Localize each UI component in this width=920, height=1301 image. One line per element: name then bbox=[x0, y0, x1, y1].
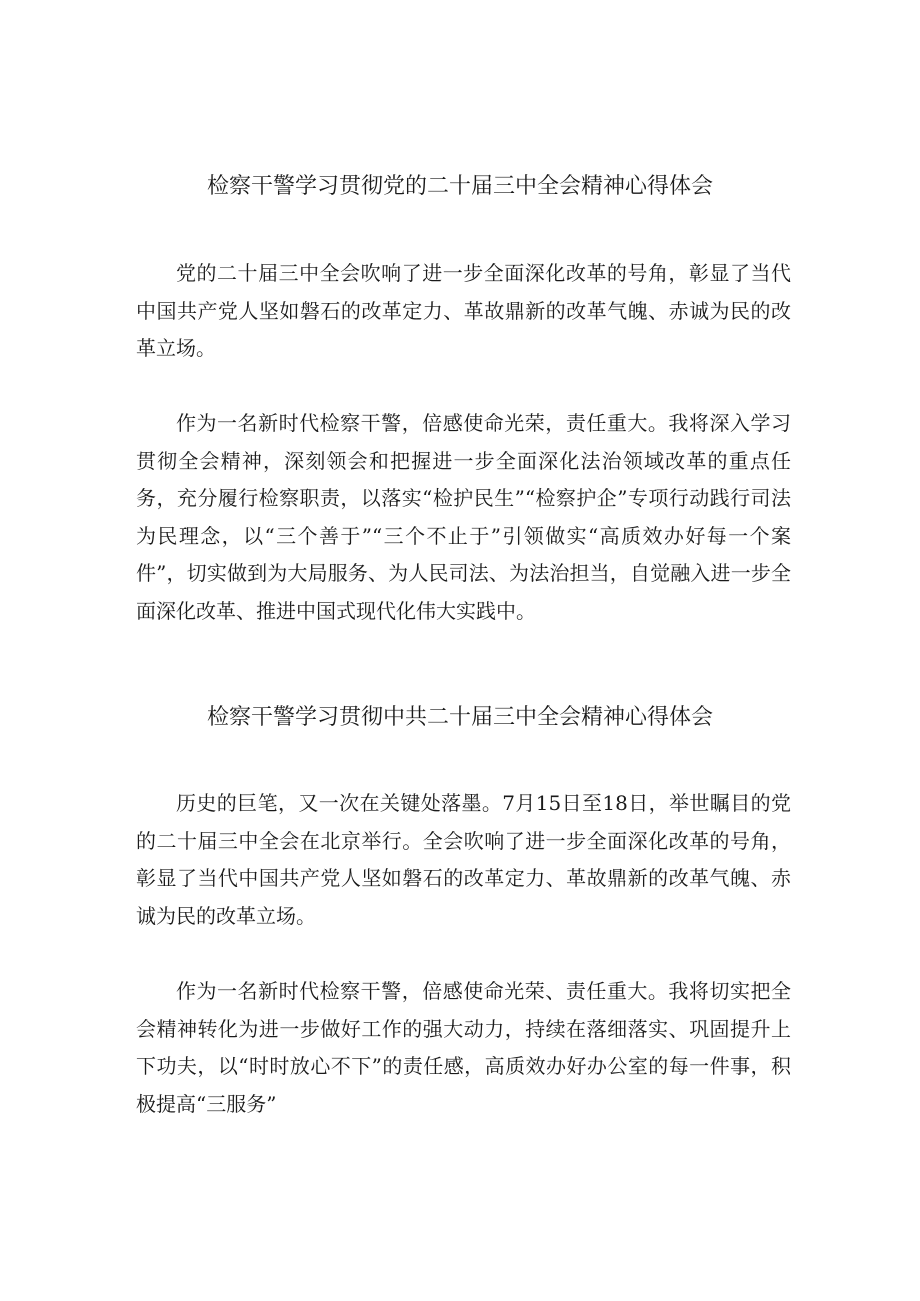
article-1-paragraph-1: 党的二十届三中全会吹响了进一步全面深化改革的号角，彰显了当代中国共产党人坚如磐石的改革定力、革故鼎新的改革气魄、赤诚为民的改革立场。 bbox=[136, 261, 791, 360]
article-1-title: 检察干警学习贯彻党的二十届三中全会精神心得体会 bbox=[206, 174, 713, 199]
article-1-paragraph-2: 作为一名新时代检察干警，倍感使命光荣，责任重大。我将深入学习贯彻全会精神，深刻领会和把握进一步全面深化法治领域改革的重点任务，充分履行检察职责，以落实“检护民生”“检察护企”专项行动践行司法为民理念，以“三个善于”“三个不止于”引领做实“高质效办好每一个案件”，切实做到为大局服务、为人民司法、为法治担当，自觉融入进一步全面深化改革、推进中国式现代化伟大实践中。 bbox=[136, 411, 791, 623]
article-2-title: 检察干警学习贯彻中共二十届三中全会精神心得体会 bbox=[206, 705, 713, 730]
article-2-paragraph-2: 作为一名新时代检察干警，倍感使命光荣、责任重大。我将切实把全会精神转化为进一步做好工作的强大动力，持续在落细落实、巩固提升上下功夫，以“时时放心不下”的责任感，高质效办好办公室的每一件事，积极提高“三服务” bbox=[136, 979, 791, 1116]
article-2-paragraph-1: 历史的巨笔，又一次在关键处落墨。7月15日至18日，举世瞩目的党的二十届三中全会在北京举行。全会吹响了进一步全面深化改革的号角，彰显了当代中国共产党人坚如磐石的改革定力、革故鼎新的改革气魄、赤诚为民的改革立场。 bbox=[136, 791, 791, 928]
